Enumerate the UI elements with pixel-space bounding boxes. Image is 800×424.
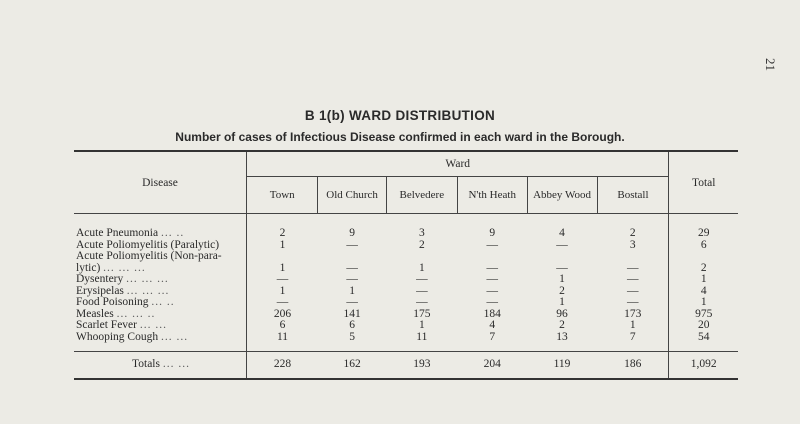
ward-count: 11 (416, 330, 428, 343)
disease-label: Acute Pneumonia (76, 227, 159, 239)
ward-count: — (486, 238, 498, 251)
leader-dots: ... ... ... (103, 261, 146, 274)
row-total: 1 (669, 297, 738, 309)
ward-distribution-table (74, 150, 738, 380)
ward-count: — (416, 273, 428, 285)
row-total: 29 (669, 228, 738, 240)
ward-count: 1 (349, 284, 355, 297)
ward-count: 175 (413, 307, 431, 320)
ward-count: — (486, 261, 498, 274)
ward-count: — (346, 273, 358, 285)
ward-count: 2 (418, 238, 425, 251)
leader-dots: ... .. (151, 296, 175, 308)
ward-count: 5 (349, 330, 355, 343)
header-ward-nth-heath: N'th Heath (457, 177, 527, 214)
ward-count: 6 (349, 319, 355, 331)
disease-label: Measles (76, 307, 114, 320)
ward-count: 4 (559, 227, 565, 239)
ward-count: — (626, 261, 639, 274)
leader-dots: ... ... (139, 319, 167, 331)
ward-count (527, 251, 597, 263)
ward-count: — (556, 238, 568, 251)
ward-count (247, 251, 318, 263)
ward-count: — (416, 284, 428, 297)
ward-count: — (626, 284, 639, 297)
ward-count: 9 (349, 227, 355, 239)
ward-count: 3 (629, 238, 636, 251)
ward-count: 1 (279, 261, 286, 274)
ward-count: — (486, 284, 498, 297)
row-total: 20 (669, 320, 738, 332)
ward-count: — (276, 296, 289, 308)
row-total: 1 (669, 274, 738, 286)
ward-count (457, 251, 527, 263)
table-row (74, 332, 738, 344)
ward-total: 204 (457, 352, 527, 380)
ward-total: 119 (527, 352, 597, 380)
ward-count: 1 (418, 319, 425, 331)
disease-label: Whooping Cough (76, 330, 159, 343)
ward-total: 186 (597, 352, 669, 380)
row-total: 2 (669, 263, 738, 275)
totals-label-cell (74, 352, 247, 380)
row-total: 975 (669, 309, 738, 321)
ward-count: — (626, 296, 639, 308)
ward-count: — (346, 238, 358, 251)
disease-label: Dysentery (76, 273, 124, 285)
ward-count: — (416, 296, 428, 308)
ward-count: — (486, 273, 498, 285)
ward-count: 1 (559, 296, 565, 308)
ward-total: 228 (247, 352, 318, 380)
disease-name (74, 332, 247, 344)
ward-count: — (626, 273, 639, 285)
table-title: B 1(b) WARD DISTRIBUTION (304, 108, 496, 123)
ward-count: 7 (629, 330, 636, 343)
page-number: 21 (763, 58, 778, 71)
ward-count: 96 (556, 307, 568, 320)
ward-count: 2 (559, 319, 565, 331)
header-ward-bostall: Bostall (597, 177, 669, 214)
header-ward-old-church: Old Church (318, 177, 386, 214)
table-subtitle: Number of cases of Infectious Disease confirmed in each ward in the Borough. (175, 130, 625, 144)
leader-dots: ... ... ... (126, 273, 169, 285)
row-total: 4 (669, 286, 738, 298)
ward-count: 141 (343, 307, 361, 320)
header-total: Total (669, 151, 738, 214)
row-total: 6 (669, 240, 738, 252)
table-row (74, 297, 738, 309)
header-ward-abbey-wood: Abbey Wood (527, 177, 597, 214)
disease-label: lytic) (76, 261, 101, 274)
disease-label: Food Poisoning (76, 296, 149, 308)
ward-count: 1 (279, 284, 286, 297)
ward-count: 206 (273, 307, 292, 320)
header-ward-belvedere: Belvedere (386, 177, 457, 214)
ward-count: — (486, 296, 498, 308)
grand-total: 1,092 (669, 352, 738, 380)
disease-label: Erysipelas (76, 284, 124, 297)
ward-count: — (276, 273, 289, 285)
ward-count: 7 (489, 330, 496, 343)
ward-count (386, 251, 457, 263)
ward-count: 1 (629, 319, 636, 331)
leader-dots: ... ... ... (126, 284, 170, 297)
ward-count (318, 251, 386, 263)
ward-count: 13 (556, 330, 568, 343)
row-total: 54 (669, 332, 738, 344)
table-row (74, 251, 738, 263)
ward-count: — (346, 261, 358, 274)
leader-dots: ... .. (160, 227, 185, 239)
ward-total: 193 (386, 352, 457, 380)
ward-count (597, 251, 669, 263)
disease-label: Acute Poliomyelitis (Paralytic) (76, 238, 220, 251)
ward-count: 1 (418, 261, 425, 274)
ward-count: 3 (418, 227, 425, 239)
ward-count: — (346, 296, 358, 308)
header-ward: Ward (247, 151, 669, 177)
disease-label: Acute Poliomyelitis (Non-para- (76, 250, 222, 262)
ward-count: 4 (489, 319, 496, 331)
ward-total: 162 (318, 352, 386, 380)
totals-label: Totals (132, 358, 160, 371)
row-total (669, 251, 738, 263)
header-ward-town: Town (247, 177, 318, 214)
ward-count: 11 (276, 330, 289, 343)
table-row (74, 274, 738, 286)
table-row (74, 263, 738, 275)
table-row (74, 309, 738, 321)
totals-row (74, 352, 738, 380)
ward-count: 2 (279, 227, 286, 239)
ward-count: — (556, 261, 568, 274)
ward-count: 1 (279, 238, 286, 251)
ward-count: 9 (489, 227, 496, 239)
ward-count: 173 (624, 307, 642, 320)
header-disease: Disease (74, 151, 247, 214)
ward-count: 2 (629, 227, 636, 239)
ward-count: 1 (559, 273, 565, 285)
leader-dots: ... ... .. (116, 307, 156, 320)
ward-count: 2 (559, 284, 565, 297)
ward-count: 184 (483, 307, 501, 320)
ward-count: 6 (279, 319, 286, 331)
leader-dots: ... ... (160, 330, 189, 343)
disease-label: Scarlet Fever (76, 319, 137, 331)
leader-dots: ... ... (162, 358, 190, 371)
